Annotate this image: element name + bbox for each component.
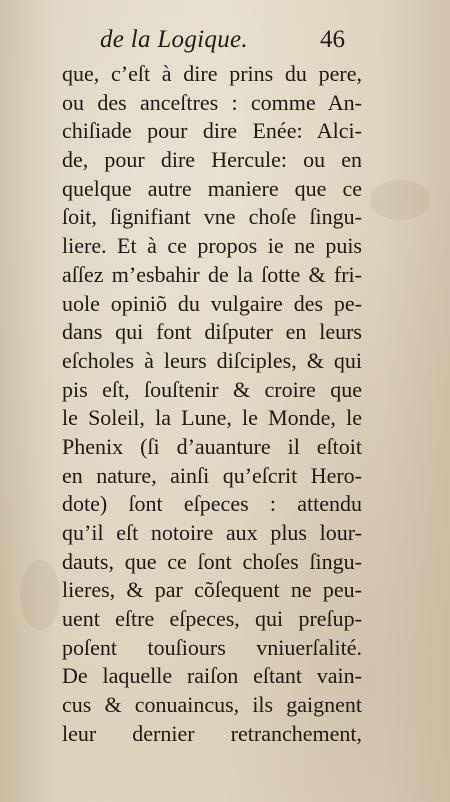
text-line: cus & conuaincus, ils gaignent — [62, 692, 362, 718]
text-line: qu’il eſt notoire aux plus lour- — [62, 520, 362, 545]
text-line: eſcholes à leurs diſciples, & qui — [62, 347, 362, 373]
text-line: dans qui font diſputer en leurs — [62, 319, 362, 345]
text-line: Phenix (ſi d’auanture il eſtoit — [62, 433, 362, 459]
text-line: ſoit, ſignifiant vne choſe ſingu- — [62, 204, 362, 230]
text-line: quelque autre maniere que ce — [62, 175, 362, 201]
text-line: liere. Et à ce propos ie ne puis — [62, 233, 362, 259]
text-line: pis eſt, ſouſtenir & croire que — [62, 376, 362, 402]
text-line: aſſez m’esbahir de la ſotte & fri- — [62, 261, 362, 287]
body-text — [62, 60, 362, 749]
text-line: de, pour dire Hercule: ou en — [62, 147, 362, 173]
text-line: que, c’eſt à dire prins du pere, — [62, 61, 362, 86]
text-line: De laquelle raiſon eſtant vain- — [62, 663, 362, 689]
text-line: poſent touſiours vniuerſalité. — [62, 634, 362, 660]
text-line: en nature, ainſi qu’eſcrit Hero- — [62, 462, 362, 488]
text-line: chiſiade pour dire Enée: Alci- — [62, 118, 362, 144]
page-header — [100, 26, 360, 60]
text-line: uent eſtre eſpeces, qui preſup- — [62, 606, 362, 632]
text-line: lieres, & par cõſequent ne peu- — [62, 577, 362, 603]
running-title: de la Logique. — [100, 26, 248, 53]
paper-stain — [20, 560, 60, 630]
text-line: uole opiniõ du vulgaire des pe- — [62, 290, 362, 316]
text-line: dauts, que ce ſont choſes ſingu- — [62, 548, 362, 574]
paper-stain — [370, 180, 430, 220]
text-line: ou des anceſtres : comme An- — [62, 89, 362, 115]
page-number: 46 — [320, 26, 345, 53]
text-line: le Soleil, la Lune, le Monde, le — [62, 405, 362, 431]
text-line: dote) ſont eſpeces : attendu — [62, 491, 362, 517]
text-line: leur dernier retranchement, — [62, 720, 362, 746]
